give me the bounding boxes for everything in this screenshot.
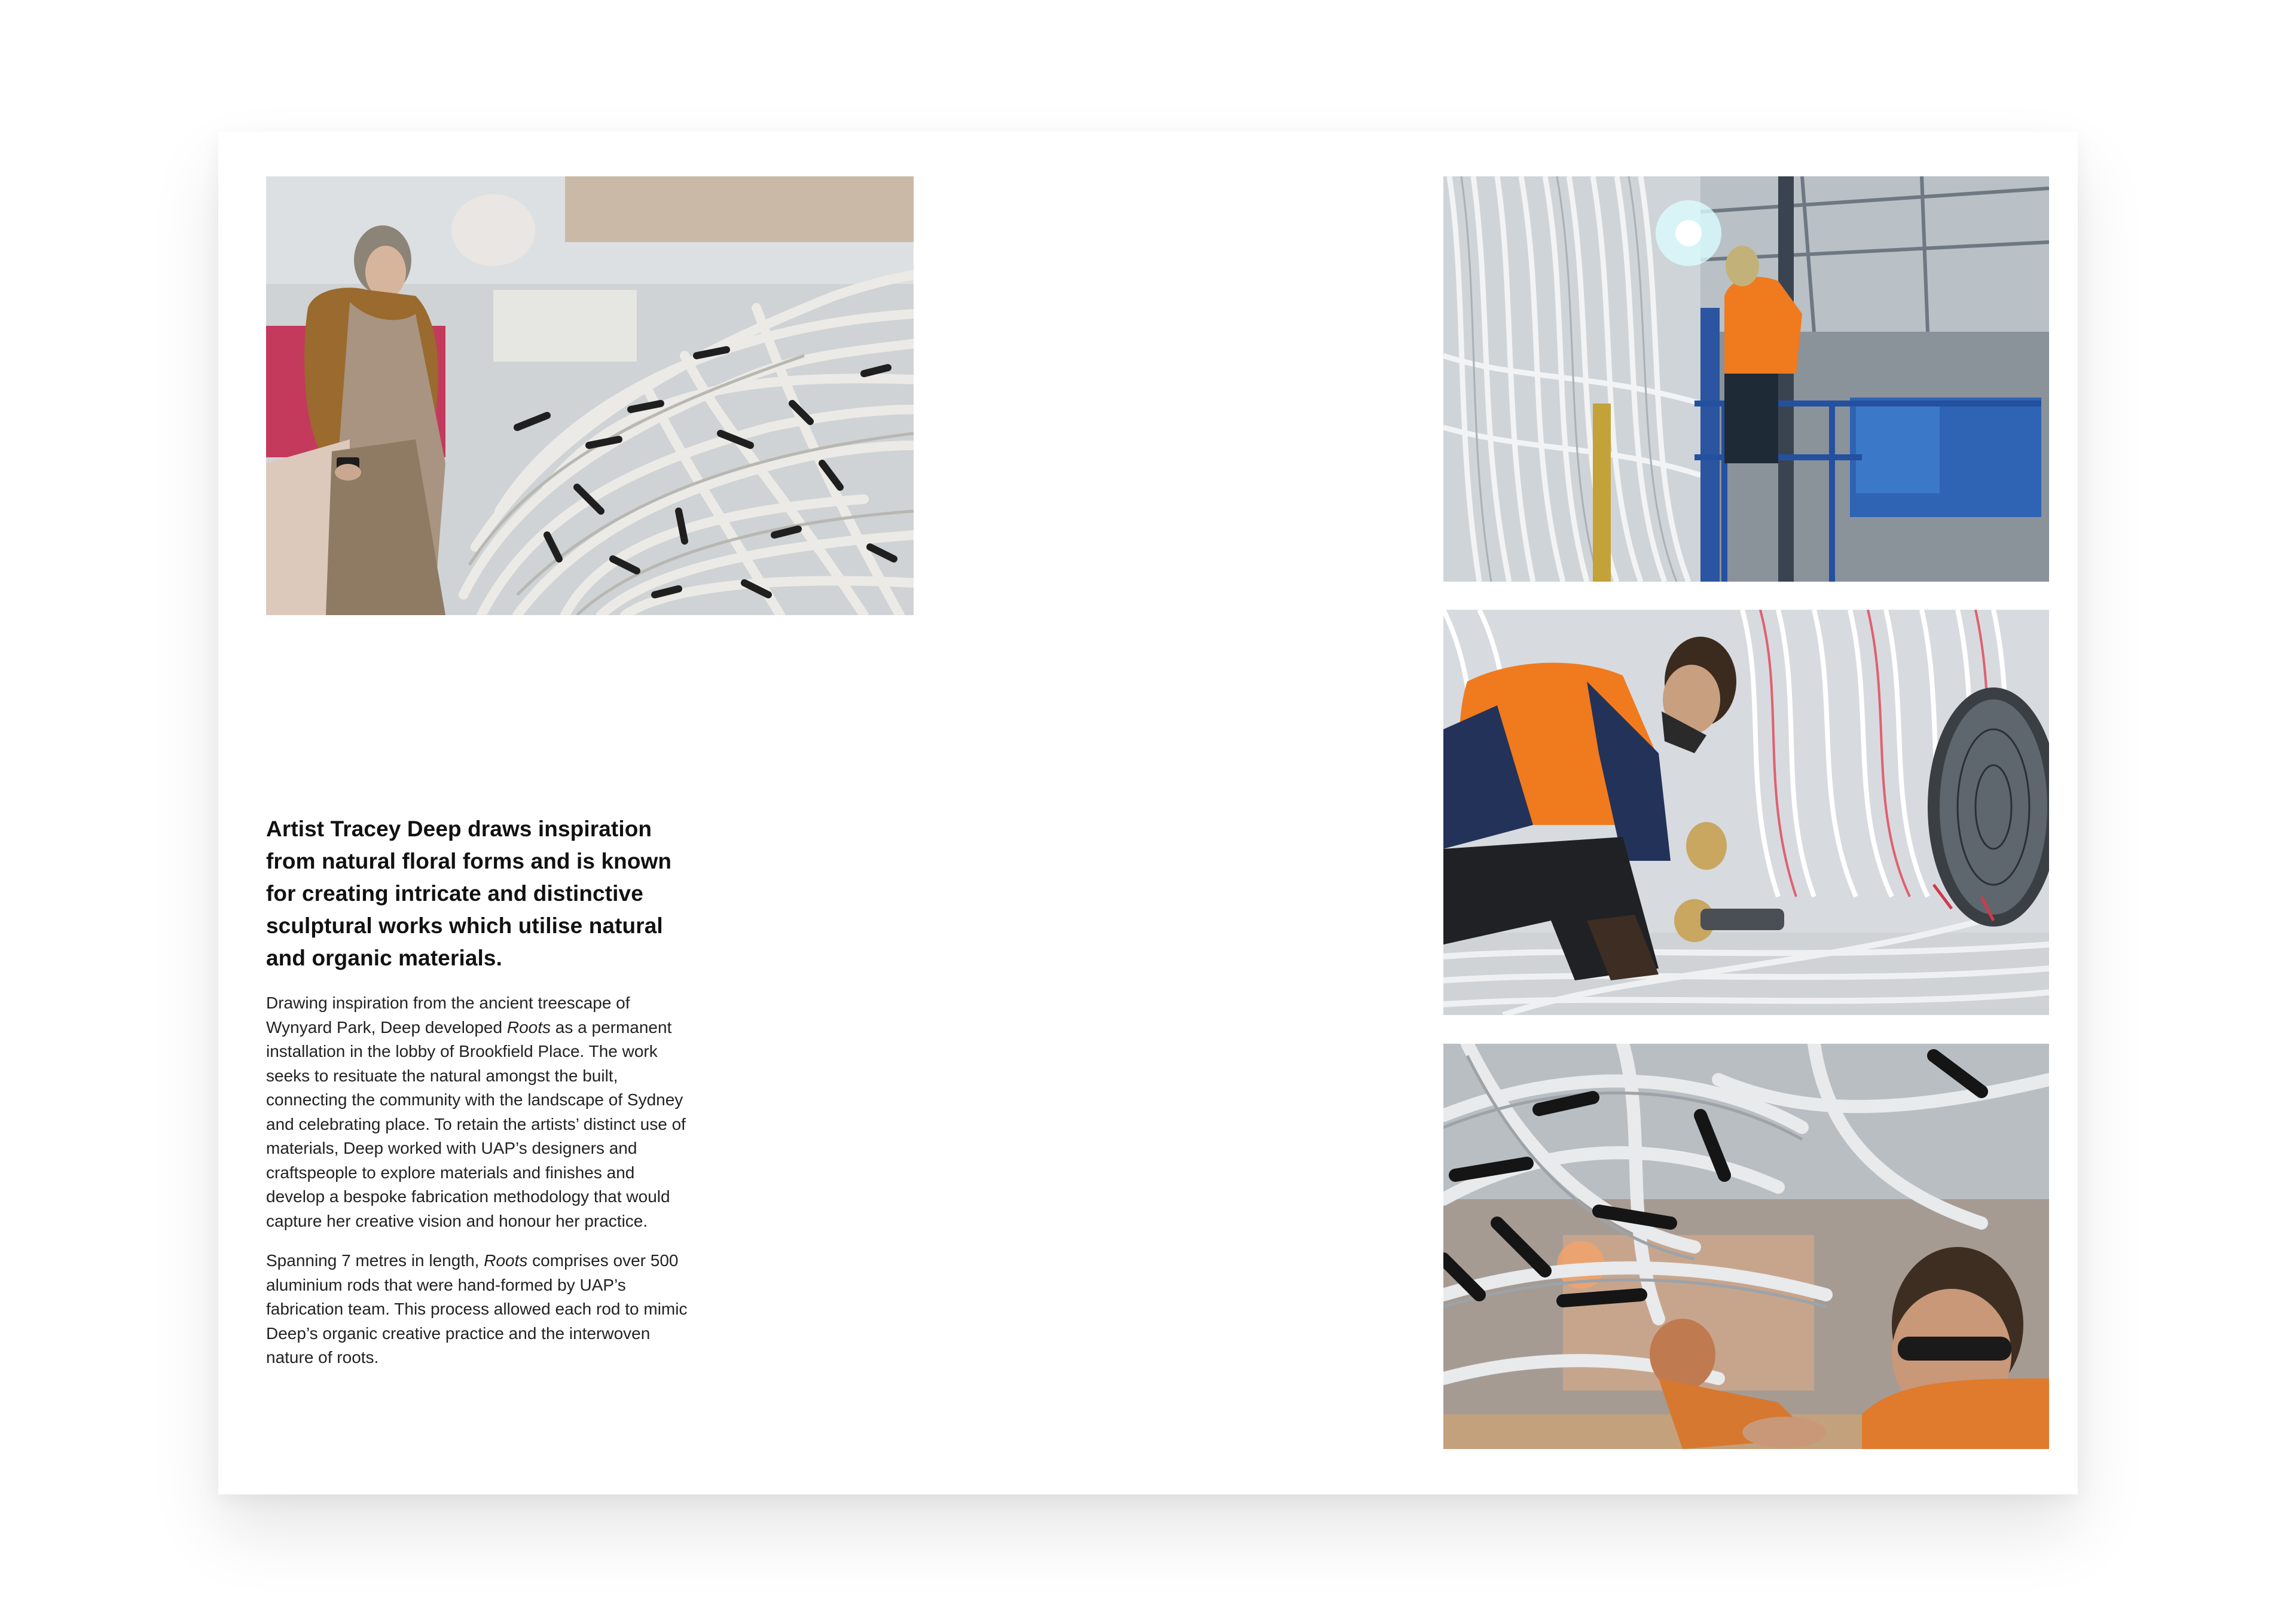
paragraph-2-end: comprises over 500 aluminium rods that were hand-formed by UAP’s fabrication team. This process allowed each rod to mimic Deep’s organic creative practice and the interwoven nature of roots. [266, 1251, 688, 1367]
magazine-spread [218, 132, 2078, 1494]
welder-photo [1443, 176, 2049, 582]
paragraph-1-end: as a permanent installation in the lobby of Brookfield Place. The work seeks to resituate the natural amongst the built, connecting the community with the landscape of Sydney and celebrating place. To retain the artists’ distinct use of materials, Deep worked with UAP’s designers and craftspeople to explore materials and finishes and develop a bespoke fabrication methodology that would capture her creative vision and honour her practice. [266, 1017, 686, 1230]
kneeling-worker-photo [1443, 610, 2049, 1015]
article-text [266, 813, 697, 1386]
paragraph-1-start: Drawing inspiration from the ancient treescape of Wynyard Park, Deep developed [266, 994, 630, 1037]
article-headline: Artist Tracey Deep draws inspiration from natural floral forms and is known for creating intricate and distinctive sculptural works which utilise natural and organic materials. [266, 817, 672, 970]
paragraph-2-start: Spanning 7 metres in length, [266, 1251, 484, 1270]
article-paragraph-1 [266, 991, 697, 1233]
paragraph-1-title: Roots [506, 1017, 551, 1037]
paragraph-2-title: Roots [484, 1251, 528, 1270]
article-paragraph-2 [266, 1249, 697, 1370]
artist-sculpture-photo [266, 176, 914, 615]
worker-with-glasses-photo [1443, 1044, 2049, 1449]
